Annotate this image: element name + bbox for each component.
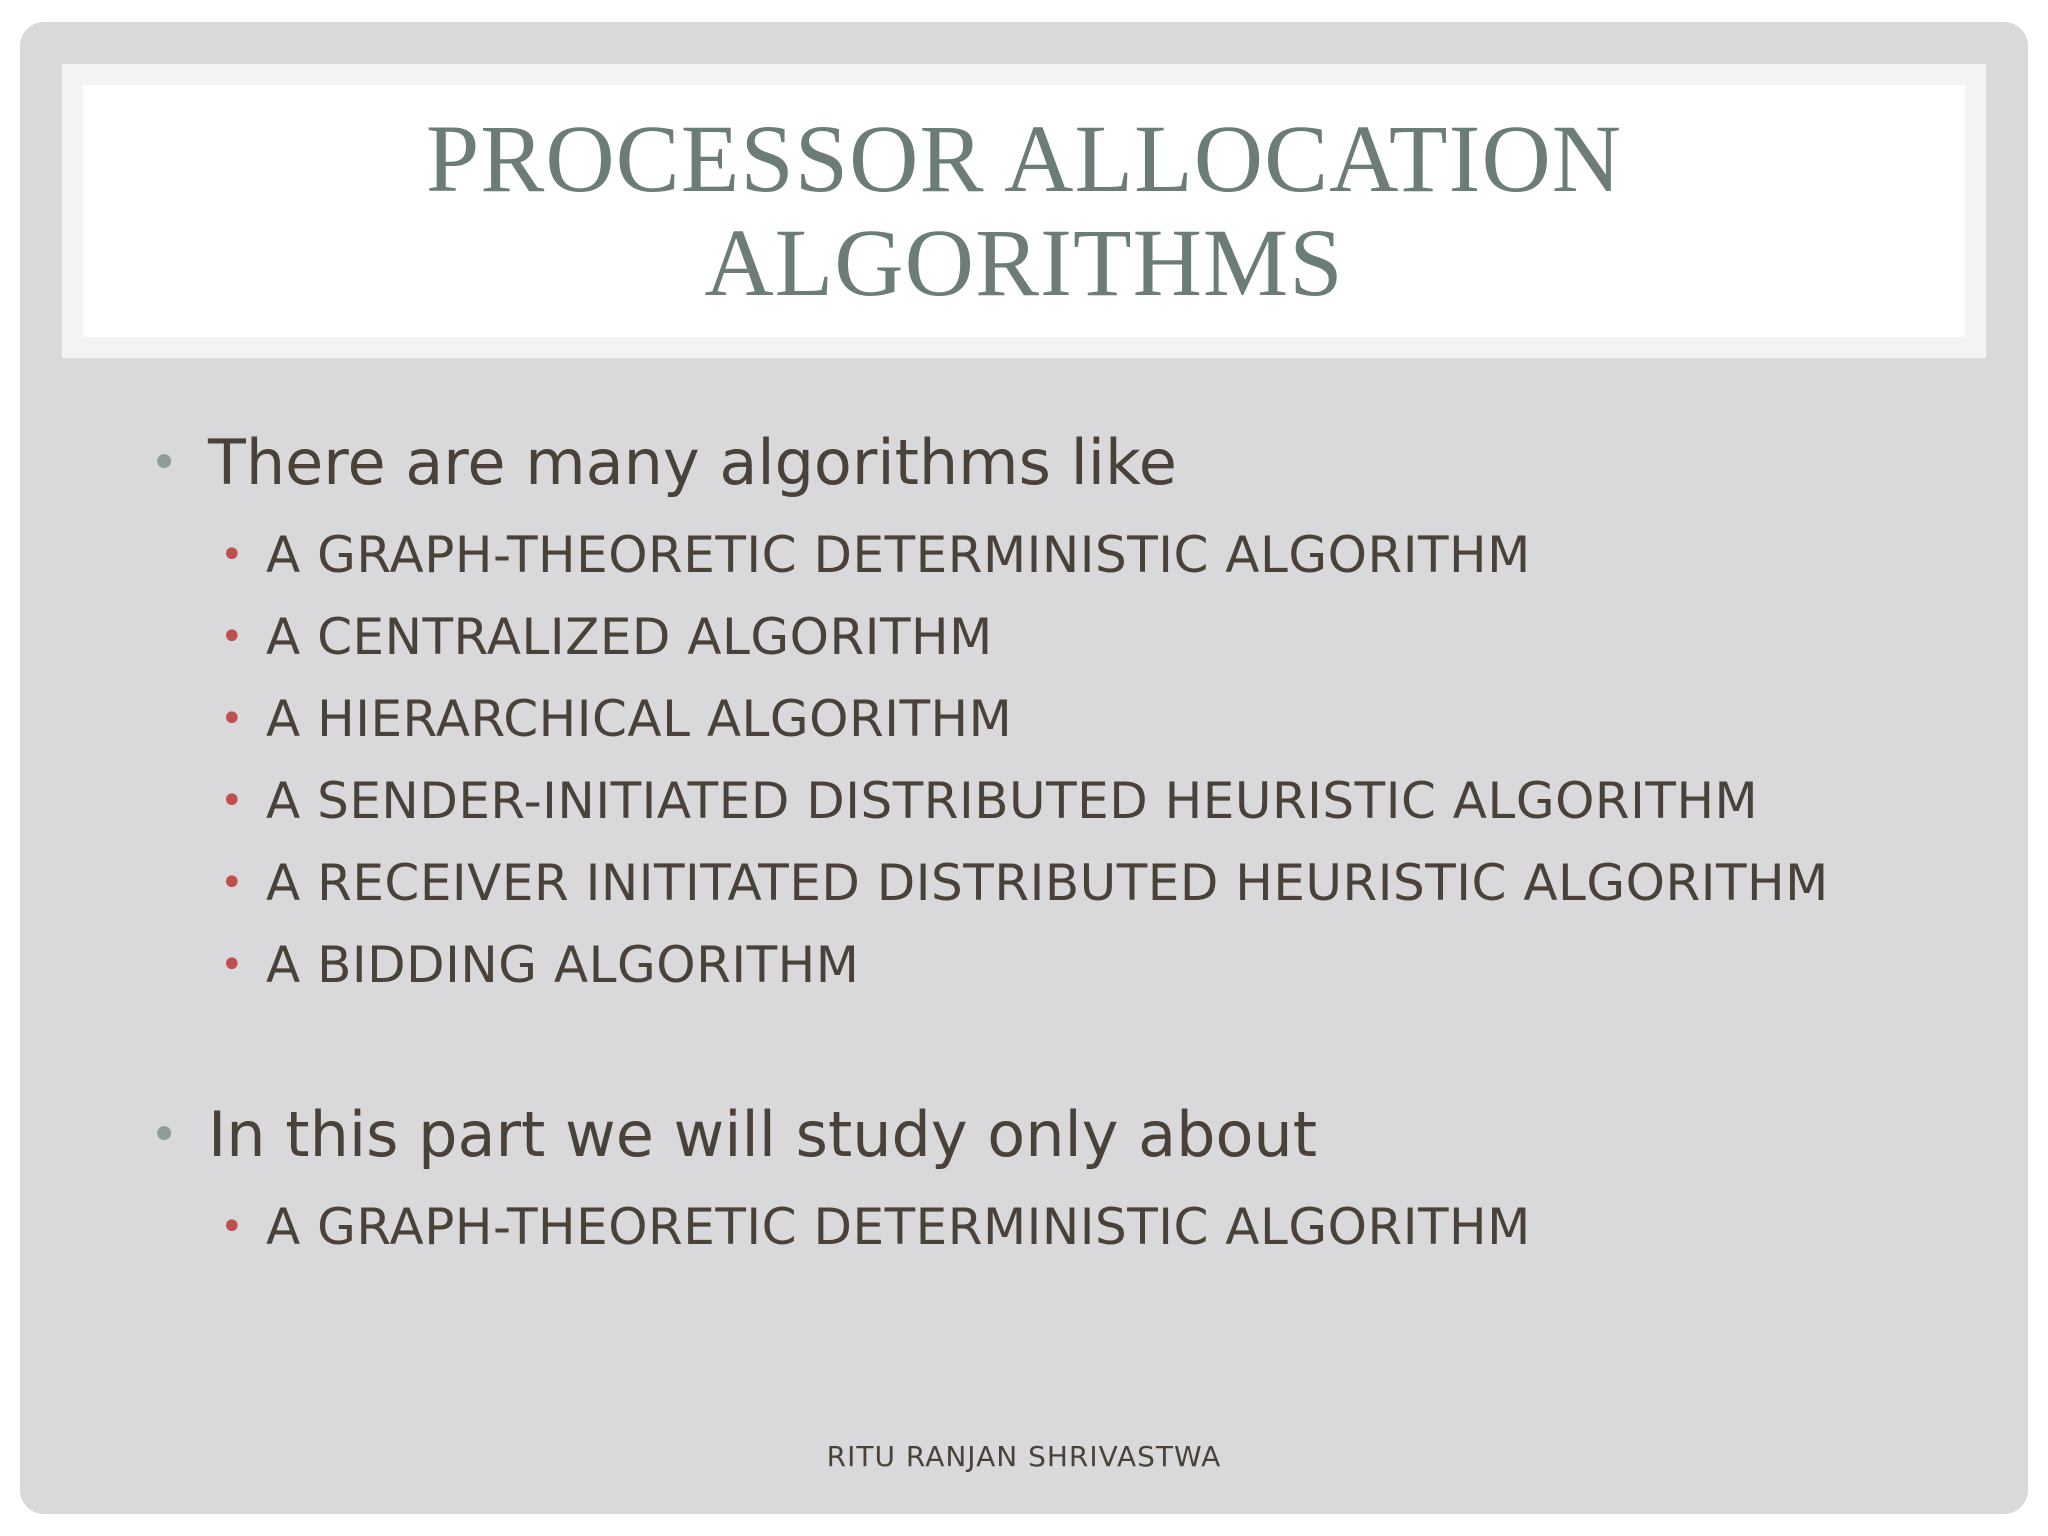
bullet-dot-icon: • <box>220 942 244 988</box>
bullet-text: A GRAPH-THEORETIC DETERMINISTIC ALGORITHM <box>266 1198 1531 1256</box>
bullet-dot-icon: • <box>220 860 244 906</box>
bullet-dot-icon: • <box>220 778 244 824</box>
bullet-dot-icon: • <box>220 696 244 742</box>
bullet-text: A GRAPH-THEORETIC DETERMINISTIC ALGORITHM <box>266 526 1531 584</box>
bullet-dot-icon: • <box>220 614 244 660</box>
bullet-text: There are many algorithms like <box>208 426 1177 499</box>
slide <box>20 22 2028 1514</box>
bullet-dot-icon: • <box>220 1204 244 1250</box>
bullet-text: A SENDER-INITIATED DISTRIBUTED HEURISTIC ALGORITHM <box>266 772 1759 830</box>
bullet-text: A HIERARCHICAL ALGORITHM <box>266 690 1013 748</box>
bullet-text: A CENTRALIZED ALGORITHM <box>266 608 993 666</box>
slide-footer-author: RITU RANJAN SHRIVASTWA <box>826 1440 1222 1473</box>
bullet-text: In this part we will study only about <box>208 1098 1318 1171</box>
bullet-text: A RECEIVER INITITATED DISTRIBUTED HEURISTIC ALGORITHM <box>266 854 1829 912</box>
bullet-dot-icon: • <box>150 1107 179 1163</box>
bullet-dot-icon: • <box>150 435 179 491</box>
bullet-dot-icon: • <box>220 532 244 578</box>
bullet-text: A BIDDING ALGORITHM <box>266 936 860 994</box>
slide-content <box>20 22 2028 1514</box>
slide-title: PROCESSOR ALLOCATION ALGORITHMS <box>425 105 1623 316</box>
